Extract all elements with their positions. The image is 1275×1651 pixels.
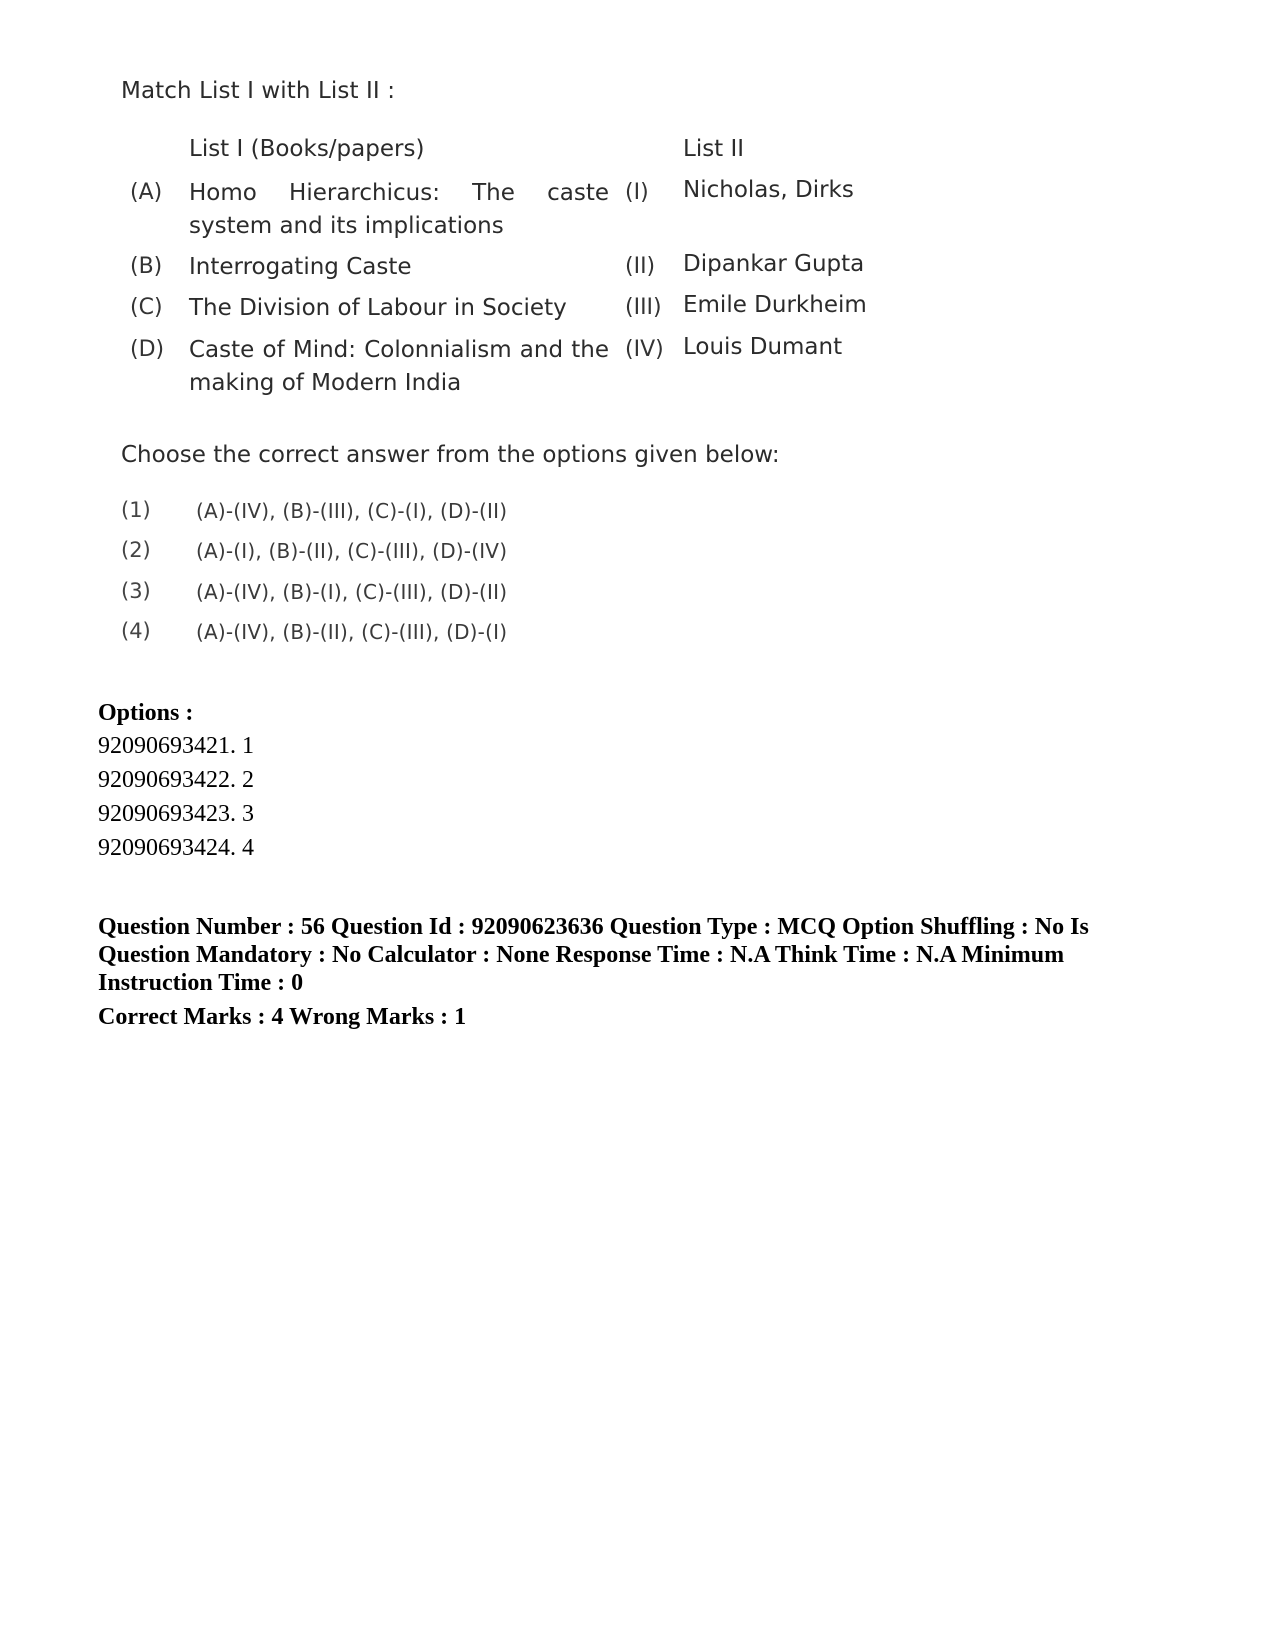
list2-item-3: Emile Durkheim	[683, 292, 867, 318]
choose-instruction: Choose the correct answer from the options given below:	[121, 442, 780, 468]
row-text-c: The Division of Labour in Society	[189, 295, 567, 321]
answer-option-text: (A)-(IV), (B)-(I), (C)-(III), (D)-(II)	[196, 580, 508, 604]
question-intro: Match List I with List II :	[121, 78, 396, 104]
list2-header: List II	[683, 136, 745, 162]
roman-1: (I)	[625, 180, 649, 205]
answer-option-text: (A)-(IV), (B)-(III), (C)-(I), (D)-(II)	[196, 499, 508, 523]
row-label-a: (A)	[130, 180, 163, 205]
question-metadata: Question Number : 56 Question Id : 92090623636 Question Type : MCQ Option Shuffling : No Is Question Mandatory : No Calculator : None Response Time : N.A Think Time : N.A Minimum Instruction Time : 0	[98, 914, 1089, 996]
answer-option-text: (A)-(I), (B)-(II), (C)-(III), (D)-(IV)	[196, 539, 508, 563]
row-label-c: (C)	[130, 295, 163, 320]
row-text-d: Caste of Mind: Colonnialism and the making of Modern India	[189, 337, 609, 396]
question-image	[0, 0, 1275, 680]
row-text-b: Interrogating Caste	[189, 254, 412, 280]
row-label-d: (D)	[130, 337, 165, 362]
option-id-line: 92090693422. 2	[98, 767, 254, 793]
answer-option-number: (4)	[121, 619, 151, 643]
option-id-line: 92090693423. 3	[98, 801, 254, 827]
list2-item-2: Dipankar Gupta	[683, 251, 865, 277]
answer-option-number: (3)	[121, 579, 151, 603]
row-label-b: (B)	[130, 254, 163, 279]
options-title: Options :	[98, 700, 194, 726]
option-id-line: 92090693424. 4	[98, 835, 254, 861]
answer-option-number: (2)	[121, 538, 151, 562]
roman-2: (II)	[625, 254, 656, 279]
list1-header: List I (Books/papers)	[189, 136, 425, 162]
row-text-a: Homo Hierarchicus: The caste system and its implications	[189, 180, 609, 239]
answer-option-number: (1)	[121, 498, 151, 522]
option-id-line: 92090693421. 1	[98, 733, 254, 759]
roman-4: (IV)	[625, 337, 664, 362]
list2-item-4: Louis Dumant	[683, 334, 843, 360]
question-marks: Correct Marks : 4 Wrong Marks : 1	[98, 1004, 467, 1030]
list2-item-1: Nicholas, Dirks	[683, 177, 854, 203]
roman-3: (III)	[625, 295, 662, 320]
answer-option-text: (A)-(IV), (B)-(II), (C)-(III), (D)-(I)	[196, 620, 508, 644]
